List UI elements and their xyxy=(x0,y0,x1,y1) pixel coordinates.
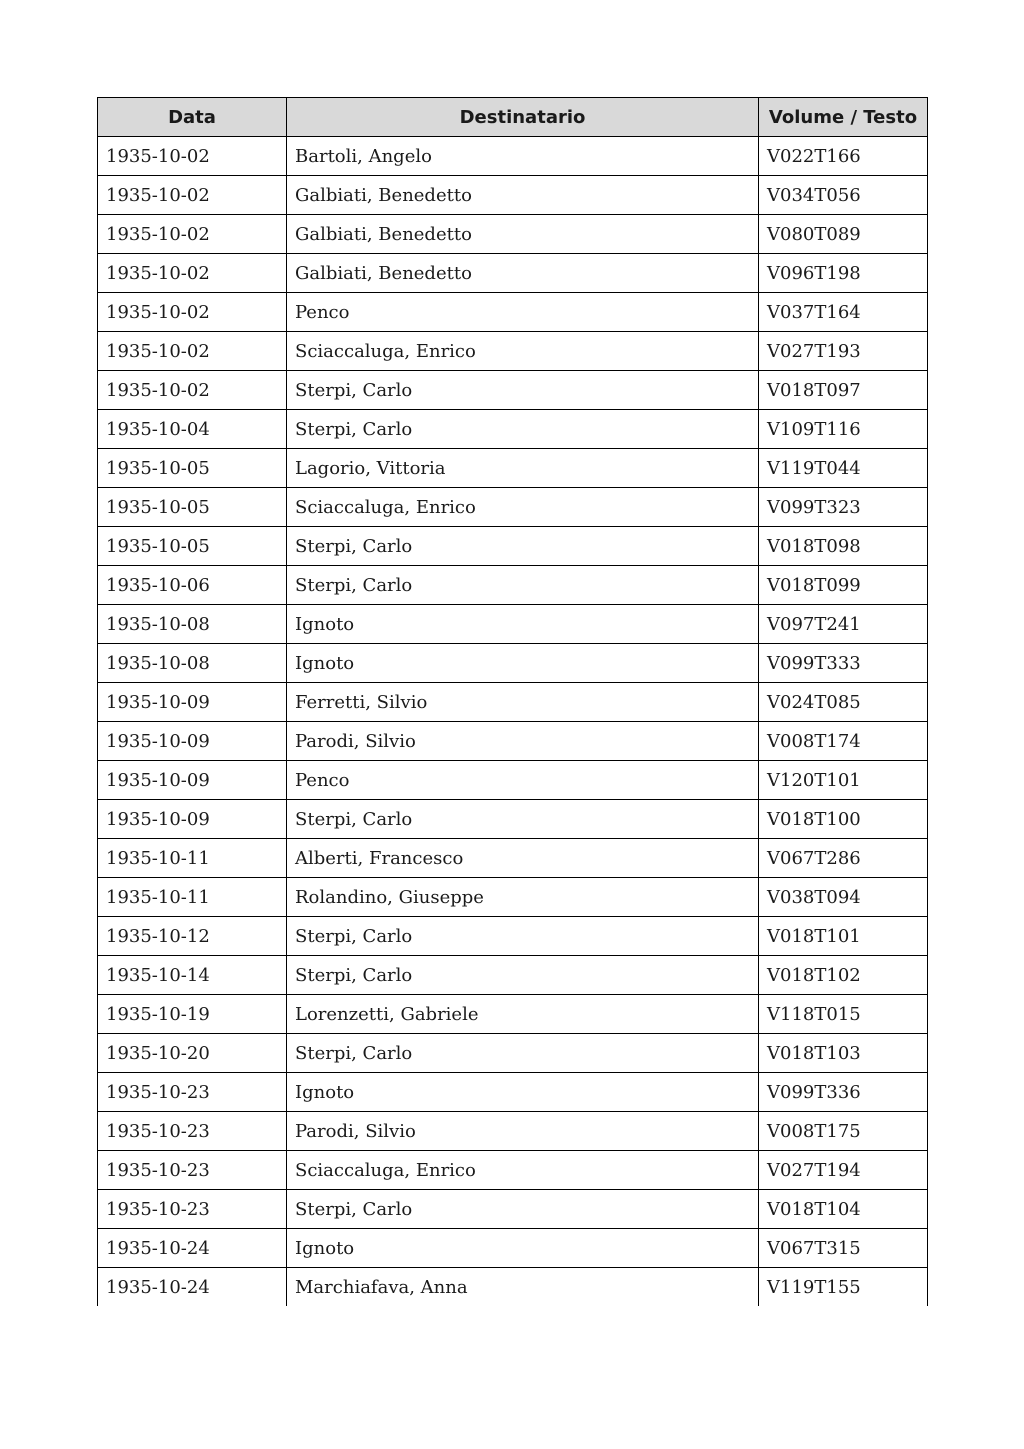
cell-date: 1935-10-02 xyxy=(98,332,287,371)
table-row xyxy=(98,254,928,293)
cell-date: 1935-10-09 xyxy=(98,761,287,800)
cell-date: 1935-10-02 xyxy=(98,371,287,410)
cell-recipient: Sterpi, Carlo xyxy=(287,527,759,566)
cell-recipient: Sterpi, Carlo xyxy=(287,956,759,995)
cell-date: 1935-10-14 xyxy=(98,956,287,995)
cell-recipient: Sciaccaluga, Enrico xyxy=(287,1151,759,1190)
cell-recipient: Sterpi, Carlo xyxy=(287,917,759,956)
cell-date: 1935-10-02 xyxy=(98,215,287,254)
cell-date: 1935-10-02 xyxy=(98,137,287,176)
cell-recipient: Sciaccaluga, Enrico xyxy=(287,488,759,527)
table-body xyxy=(98,137,928,1307)
table-row xyxy=(98,644,928,683)
cell-volume-text: V034T056 xyxy=(759,176,928,215)
cell-date: 1935-10-02 xyxy=(98,254,287,293)
cell-date: 1935-10-04 xyxy=(98,410,287,449)
table-row xyxy=(98,449,928,488)
cell-date: 1935-10-09 xyxy=(98,800,287,839)
table-row xyxy=(98,761,928,800)
cell-date: 1935-10-02 xyxy=(98,176,287,215)
cell-date: 1935-10-24 xyxy=(98,1268,287,1307)
cell-date: 1935-10-08 xyxy=(98,605,287,644)
table-header xyxy=(98,98,928,137)
table-row xyxy=(98,1268,928,1307)
cell-recipient: Sterpi, Carlo xyxy=(287,566,759,605)
table-row xyxy=(98,332,928,371)
table-row xyxy=(98,722,928,761)
cell-date: 1935-10-23 xyxy=(98,1112,287,1151)
cell-date: 1935-10-09 xyxy=(98,683,287,722)
cell-recipient: Parodi, Silvio xyxy=(287,722,759,761)
cell-volume-text: V080T089 xyxy=(759,215,928,254)
table-row xyxy=(98,1190,928,1229)
cell-volume-text: V067T315 xyxy=(759,1229,928,1268)
cell-recipient: Sterpi, Carlo xyxy=(287,371,759,410)
cell-recipient: Lagorio, Vittoria xyxy=(287,449,759,488)
table-row xyxy=(98,1229,928,1268)
cell-volume-text: V119T044 xyxy=(759,449,928,488)
table-row xyxy=(98,1034,928,1073)
cell-recipient: Sterpi, Carlo xyxy=(287,1034,759,1073)
cell-date: 1935-10-24 xyxy=(98,1229,287,1268)
table-row xyxy=(98,293,928,332)
cell-recipient: Ferretti, Silvio xyxy=(287,683,759,722)
cell-volume-text: V018T102 xyxy=(759,956,928,995)
cell-recipient: Sterpi, Carlo xyxy=(287,410,759,449)
table-row xyxy=(98,1073,928,1112)
cell-volume-text: V120T101 xyxy=(759,761,928,800)
cell-date: 1935-10-19 xyxy=(98,995,287,1034)
cell-recipient: Rolandino, Giuseppe xyxy=(287,878,759,917)
table-row xyxy=(98,956,928,995)
cell-date: 1935-10-11 xyxy=(98,878,287,917)
cell-volume-text: V018T103 xyxy=(759,1034,928,1073)
cell-date: 1935-10-11 xyxy=(98,839,287,878)
cell-recipient: Alberti, Francesco xyxy=(287,839,759,878)
cell-volume-text: V096T198 xyxy=(759,254,928,293)
cell-recipient: Sciaccaluga, Enrico xyxy=(287,332,759,371)
cell-recipient: Marchiafava, Anna xyxy=(287,1268,759,1307)
table-row xyxy=(98,917,928,956)
cell-volume-text: V018T097 xyxy=(759,371,928,410)
cell-volume-text: V097T241 xyxy=(759,605,928,644)
table-row xyxy=(98,527,928,566)
table-row xyxy=(98,566,928,605)
cell-date: 1935-10-09 xyxy=(98,722,287,761)
letters-table xyxy=(97,97,928,1306)
cell-recipient: Bartoli, Angelo xyxy=(287,137,759,176)
cell-recipient: Sterpi, Carlo xyxy=(287,800,759,839)
cell-volume-text: V008T174 xyxy=(759,722,928,761)
cell-recipient: Parodi, Silvio xyxy=(287,1112,759,1151)
cell-recipient: Galbiati, Benedetto xyxy=(287,215,759,254)
cell-recipient: Ignoto xyxy=(287,1073,759,1112)
table-row xyxy=(98,839,928,878)
cell-volume-text: V099T323 xyxy=(759,488,928,527)
cell-date: 1935-10-23 xyxy=(98,1073,287,1112)
cell-volume-text: V008T175 xyxy=(759,1112,928,1151)
cell-recipient: Galbiati, Benedetto xyxy=(287,254,759,293)
table-row xyxy=(98,683,928,722)
cell-volume-text: V018T104 xyxy=(759,1190,928,1229)
cell-date: 1935-10-02 xyxy=(98,293,287,332)
cell-date: 1935-10-05 xyxy=(98,527,287,566)
cell-date: 1935-10-23 xyxy=(98,1190,287,1229)
cell-recipient: Penco xyxy=(287,761,759,800)
table-row xyxy=(98,1151,928,1190)
column-header-volume-text: Volume / Testo xyxy=(759,98,928,137)
table-row xyxy=(98,800,928,839)
table-row xyxy=(98,137,928,176)
cell-recipient: Galbiati, Benedetto xyxy=(287,176,759,215)
table-row xyxy=(98,371,928,410)
cell-volume-text: V119T155 xyxy=(759,1268,928,1307)
cell-volume-text: V109T116 xyxy=(759,410,928,449)
cell-recipient: Penco xyxy=(287,293,759,332)
cell-date: 1935-10-20 xyxy=(98,1034,287,1073)
table-row xyxy=(98,488,928,527)
column-header-date: Data xyxy=(98,98,287,137)
table-row xyxy=(98,176,928,215)
cell-recipient: Lorenzetti, Gabriele xyxy=(287,995,759,1034)
cell-volume-text: V022T166 xyxy=(759,137,928,176)
table-row xyxy=(98,995,928,1034)
table-row xyxy=(98,1112,928,1151)
cell-date: 1935-10-05 xyxy=(98,449,287,488)
table-row xyxy=(98,215,928,254)
cell-volume-text: V018T101 xyxy=(759,917,928,956)
cell-volume-text: V037T164 xyxy=(759,293,928,332)
cell-volume-text: V027T194 xyxy=(759,1151,928,1190)
cell-volume-text: V067T286 xyxy=(759,839,928,878)
cell-volume-text: V118T015 xyxy=(759,995,928,1034)
cell-volume-text: V027T193 xyxy=(759,332,928,371)
cell-volume-text: V018T098 xyxy=(759,527,928,566)
cell-date: 1935-10-08 xyxy=(98,644,287,683)
cell-recipient: Ignoto xyxy=(287,1229,759,1268)
cell-recipient: Sterpi, Carlo xyxy=(287,1190,759,1229)
cell-volume-text: V099T333 xyxy=(759,644,928,683)
cell-volume-text: V018T100 xyxy=(759,800,928,839)
cell-date: 1935-10-06 xyxy=(98,566,287,605)
cell-volume-text: V038T094 xyxy=(759,878,928,917)
cell-date: 1935-10-23 xyxy=(98,1151,287,1190)
cell-volume-text: V099T336 xyxy=(759,1073,928,1112)
column-header-recipient: Destinatario xyxy=(287,98,759,137)
cell-recipient: Ignoto xyxy=(287,605,759,644)
cell-date: 1935-10-05 xyxy=(98,488,287,527)
cell-volume-text: V024T085 xyxy=(759,683,928,722)
table-row xyxy=(98,410,928,449)
table-row xyxy=(98,878,928,917)
cell-date: 1935-10-12 xyxy=(98,917,287,956)
table-row xyxy=(98,605,928,644)
cell-volume-text: V018T099 xyxy=(759,566,928,605)
header-row xyxy=(98,98,928,137)
cell-recipient: Ignoto xyxy=(287,644,759,683)
